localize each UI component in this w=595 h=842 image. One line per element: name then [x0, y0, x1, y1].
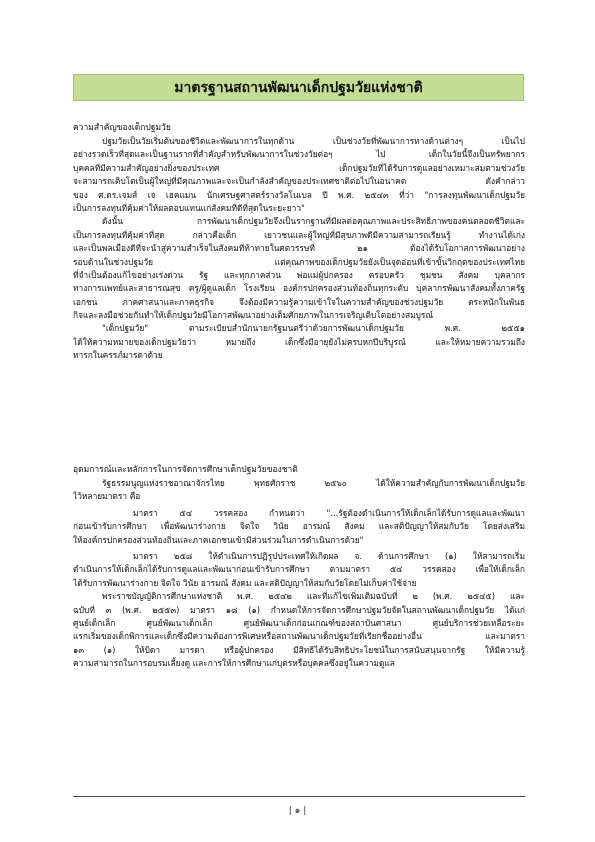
title-banner: [73, 74, 524, 101]
page-number: | ๑ |: [288, 806, 307, 816]
text-line: เป็นการลงทุนที่คุ้มค่าที่สุด กล่าวคือเด็ก เยาวชนและผู้ใหญ่ที่มีสุขภาพดีมีความสามารถเรียนรู้ ทำงานได้เก่ง: [73, 229, 525, 240]
text-line: ของ ศ.ดร.เจมส์ เจ เฮคแมน นักเศรษฐศาสตร์รางวัลโนเบล ปี พ.ศ. ๒๕๔๓ ที่ว่า "การลงทุนพัฒนาเด็กปฐมวัย: [73, 189, 525, 200]
paragraph: [73, 135, 525, 215]
text-line: ได้ให้ความหมายของเด็กปฐมวัยว่า หมายถึง เด็กซึ่งมีอายุยังไม่ครบหกปีบริบูรณ์ และให้หมายความรวมถึง: [73, 336, 525, 347]
text-line: รัฐธรรมนูญแห่งราชอาณาจักรไทย พุทธศักราช ๒๕๖๐ ได้ให้ความสำคัญกับการพัฒนาเด็กปฐมวัย: [102, 478, 525, 488]
text-line: จะสามารถเติบโตเป็นผู้ใหญ่ที่มีคุณภาพและจะเป็นกำลังสำคัญของประเทศชาติต่อไปในอนาคต ดังคำกล่าว: [73, 176, 525, 187]
text-line: พระราชบัญญัติการศึกษาแห่งชาติ พ.ศ. ๒๕๔๒ และที่แก้ไขเพิ่มเติมฉบับที่ ๒ (พ.ศ. ๒๕๔๕) และ: [102, 591, 525, 602]
text-line: ดังนั้น การพัฒนาเด็กปฐมวัยจึงเป็นรากฐานที่มีผลต่อคุณภาพและประสิทธิภาพของคนตลอดชีวิตและ: [102, 216, 525, 227]
text-line: ก่อนเข้ารับการศึกษา เพื่อพัฒนาร่างกาย จิตใจ วินัย อารมณ์ สังคม และสติปัญญาให้สมกับวัย โดยส่งเสริม: [73, 521, 525, 532]
text-line: มาตรา ๕๔ วรรคสอง กำหนดว่า "...รัฐต้องดำเนินการให้เด็กเล็กได้รับการดูแลและพัฒนา: [133, 507, 525, 518]
paragraph: [73, 322, 525, 362]
section-heading: อุดมการณ์และหลักการในการจัดการศึกษาเด็กปฐมวัยของชาติ: [73, 465, 298, 475]
text-line: ทารกในครรภ์มารดาด้วย: [73, 350, 163, 361]
paragraph: [73, 477, 525, 504]
paragraph: [73, 550, 525, 590]
text-line: ศูนย์เด็กเล็ก ศูนย์พัฒนาเด็กเล็ก ศูนย์พัฒนาเด็กก่อนเกณฑ์ของสถาบันศาสนา ศูนย์บริการช่วยเหลือระยะ: [73, 617, 525, 628]
footer-divider: [73, 796, 525, 797]
text-line: รอบด้านในช่วงปฐมวัย แต่คุณภาพของเด็กปฐมวัยยังเป็นจุดอ่อนที่เข้าขั้นวิกฤตของประเทศไทย: [73, 256, 525, 267]
text-line: กิจและลงมือช่วยกันทำให้เด็กปฐมวัยมีโอกาสพัฒนาอย่างเต็มศักยภาพในการเจริญเติบโตอย่างสมบูรณ์: [73, 310, 434, 321]
text-line: ให้องค์กรปกครองส่วนท้องถิ่นและภาคเอกชนเข้ามีส่วนร่วมในการดำเนินการด้วย": [73, 534, 364, 545]
text-line: ปฐมวัยเป็นวัยเริ่มต้นของชีวิตและพัฒนาการในทุกด้าน เป็นช่วงวัยที่พัฒนาการทางด้านต่างๆ เป็นไป: [102, 136, 525, 146]
text-line: ฉบับที่ ๓ (พ.ศ. ๒๕๕๓) มาตรา ๑๘ (๑) กำหนดให้การจัดการศึกษาปฐมวัยจัดในสถานพัฒนาเด็กปฐมวัย ได้แก่: [73, 604, 525, 615]
text-line: มาตรา ๒๕๘ ให้ดำเนินการปฏิรูปประเทศให้เกิดผล จ. ด้านการศึกษา (๑) ให้สามารถเริ่ม: [133, 550, 525, 561]
paragraph: [73, 507, 525, 547]
text-line: ๑๓ (๑) ให้บิดา มารดา หรือผู้ปกครอง มีสิทธิได้รับสิทธิประโยชน์ในการสนับสนุนจากรัฐ ให้มีความรู้: [73, 644, 525, 655]
text-line: ความสามารถในการอบรมเลี้ยงดู และการให้การศึกษาแก่บุตรหรือบุคคลซึ่งอยู่ในความดูแล: [73, 658, 395, 669]
text-line: เอกชน ภาคศาสนาและภาคธุรกิจ จึงต้องมีความรู้ความเข้าใจในความสำคัญของช่วงปฐมวัย ตระหนักในพันธ: [73, 296, 525, 307]
text-line: ได้รับการพัฒนาร่างกาย จิตใจ วินัย อารมณ์ สังคม และสติปัญญาให้สมกับวัยโดยไม่เก็บค่าใช้จ่าย: [73, 577, 417, 588]
text-line: แรกเริ่มของเด็กพิการและเด็กซึ่งมีความต้องการพิเศษหรือสถานพัฒนาเด็กปฐมวัยที่เรียกชื่ออย่างอื่น และมาตรา: [73, 631, 525, 642]
text-line: เป็นการลงทุนที่คุ้มค่าให้ผลตอบแทนแก่สังคมที่ดีที่สุดในระยะยาว": [73, 202, 305, 213]
text-line: อย่างรวดเร็วที่สุดและเป็นฐานรากที่สำคัญสำหรับพัฒนาการในช่วงวัยต่อๆ ไป เด็กในวัยนี้จึงเป็นทรัพยากร: [73, 149, 525, 160]
text-line: ทางการแพทย์และสาธารณสุข ครู/ผู้ดูแลเด็ก โรงเรียน องค์กรปกครองส่วนท้องถิ่นทุกระดับ บุคลากรพัฒนาสังคมทั้งภาครัฐ: [73, 283, 525, 294]
paragraph: [73, 215, 525, 322]
text-line: ดำเนินการให้เด็กเล็กได้รับการดูแลและพัฒนาก่อนเข้ารับการศึกษา ตามมาตรา ๕๔ วรรคสอง เพื่อให้เด็กเล็ก: [73, 564, 525, 575]
paragraph: [73, 590, 525, 670]
text-line: "เด็กปฐมวัย" ตามระเบียบสำนักนายกรัฐมนตรีว่าด้วยการพัฒนาเด็กปฐมวัย พ.ศ. ๒๕๕๑: [102, 323, 525, 334]
text-line: และเป็นพลเมืองดีที่จะนำสู่ความสำเร็จในสังคมที่ท้าทายในศตวรรษที่ ๒๑ ต้องได้รับโอกาสการพัฒนาอย่าง: [73, 243, 525, 254]
text-line: ที่จำเป็นต้องแก้ไขอย่างเร่งด่วน รัฐ และทุกภาคส่วน พ่อแม่ผู้ปกครอง ครอบครัว ชุมชน สังคม บุคลากร: [73, 269, 525, 280]
section-importance: [73, 122, 525, 363]
section-heading: ความสำคัญของเด็กปฐมวัย: [73, 123, 171, 133]
text-line: ไว้หลายมาตรา คือ: [73, 491, 141, 502]
section-ideology: [73, 464, 525, 670]
page-title: มาตรฐานสถานพัฒนาเด็กปฐมวัยแห่งชาติ: [174, 79, 423, 96]
text-line: บุคคลที่มีความสำคัญอย่างยิ่งของประเทศ เด็กปฐมวัยที่ได้รับการดูแลอย่างเหมาะสมตามช่วงวัย: [73, 162, 525, 173]
